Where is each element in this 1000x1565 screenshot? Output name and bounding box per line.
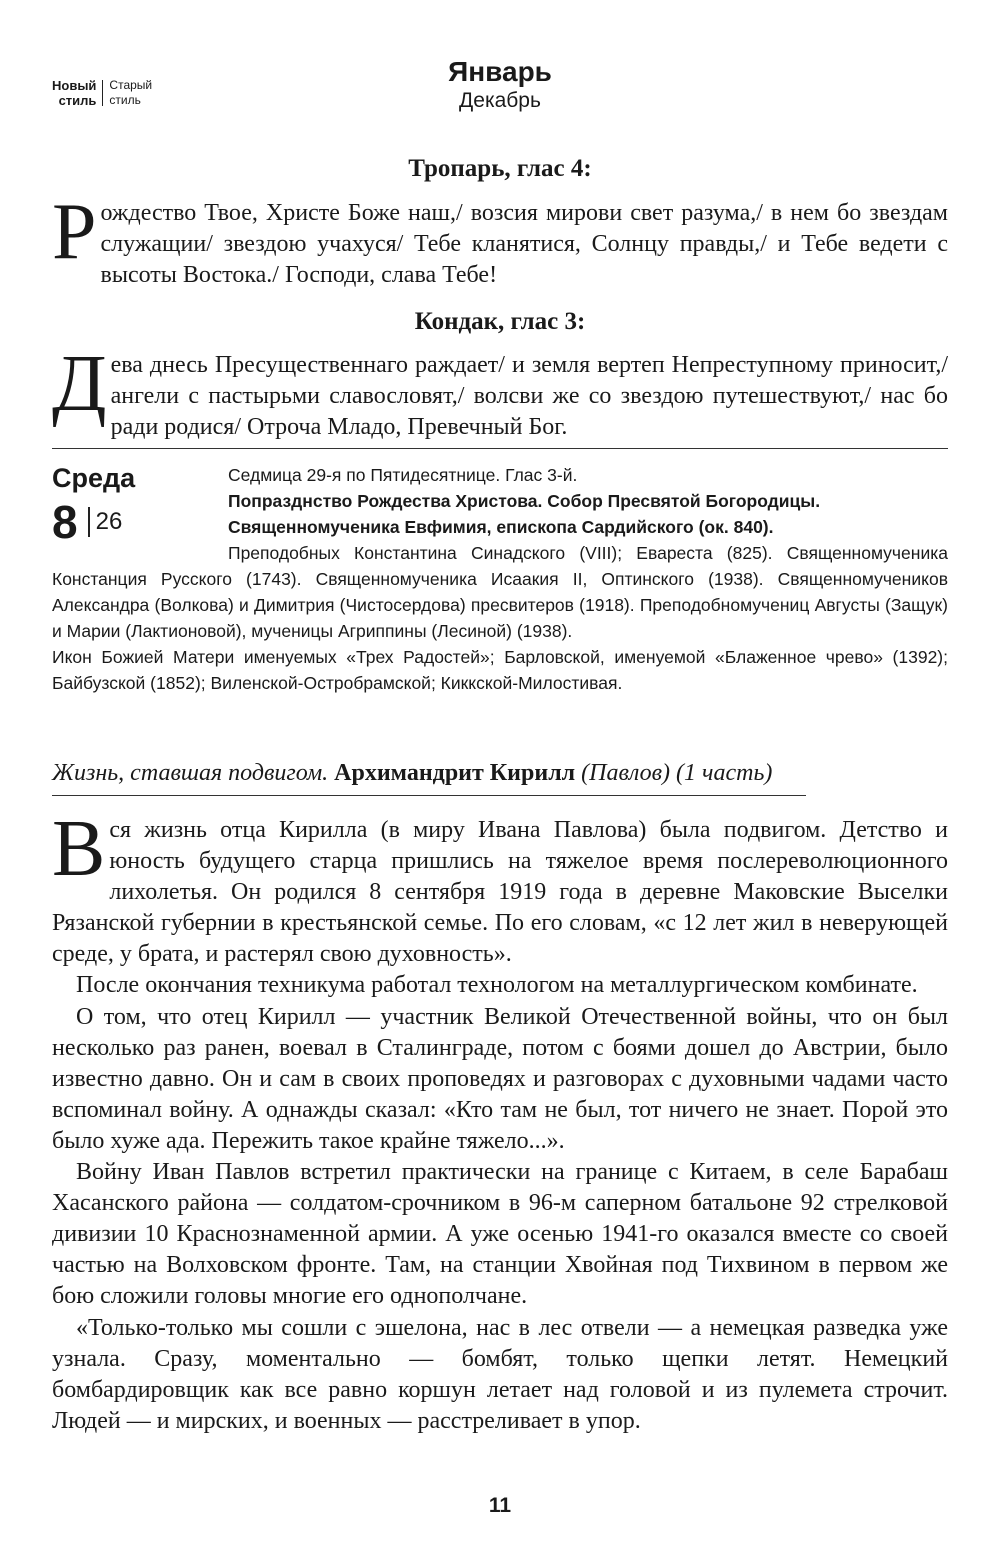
kontakion-text: ева днесь Пресущественнаго раждает/ и земля вертеп Непреступному приносит,/ ангели с пастырьми славословят,/ волсви же со звездою путешествуют,/ нас бо ради родися/ Отроча Младо, Превечный Бог.: [110, 352, 948, 440]
kontakion-dropcap: Д: [52, 340, 107, 428]
troparion-text: ождество Твое, Христе Боже наш,/ возсия мирови свет разума,/ в нем бо звездам служащии/ звездою учахуся/ Тебе кланятися, Солнцу правды,/ и Тебе ведети с высоты Востока./ Господи, слава Тебе!: [100, 200, 948, 288]
article-paragraph-1: [52, 805, 948, 970]
saints-list: Преподобных Константина Синадского (VIII); Евареста (825). Священномученика Констанция Русского (1743). Священномученика Исаакия II, Оптинского (1938). Священномучеников Александра (Волкова) и Димитрия (Чистосердова) пресвитеров (1918). Преподобномучениц Августы (Защук) и Марии (Лактионовой), мученицы Агриппины (Лесиной) (1938).: [52, 543, 948, 641]
article-paragraph-5: «Только-только мы сошли с эшелона, нас в лес отвели — а немецкая разведка уже узнала. Сразу, моментально — бомбят, только щепки летят. Немецкий бомбардировщик как все равно коршун летает над головой и из пулемета строчит. Людей — и мирских, и военных — расстреливает в упор.: [52, 1314, 948, 1434]
old-style-date: 26: [95, 508, 123, 535]
article-paragraph-1-text: ся жизнь отца Кирилла (в миру Ивана Павлова) была подвигом. Детство и юность будущего старца пришлись на тяжелое время послереволюционного лихолетья. Он родился 8 сентября 1919 года в деревне Маковские Выселки Рязанской губернии в крестьянской семье. По его словам, «с 12 лет жил в неверующей среде, у брата, и растерял свою духовность».: [52, 817, 948, 968]
day-date-box: [52, 462, 222, 546]
new-style-line2: стиль: [58, 93, 97, 108]
date-divider: [88, 507, 90, 537]
article-surname: (Павлов): [581, 760, 671, 786]
new-style-line1: Новый: [52, 78, 97, 93]
article-body: [52, 805, 948, 1437]
article-part: (1 часть): [676, 760, 773, 786]
month-header: [0, 56, 1000, 114]
day-block: [52, 462, 948, 696]
article-series: Жизнь, ставшая подвигом.: [52, 760, 329, 786]
old-style-line2: стиль: [109, 93, 141, 107]
month-old-style: Декабрь: [459, 89, 541, 112]
new-style-date: 8: [52, 496, 78, 548]
article-paragraph-3: О том, что отец Кирилл — участник Великой Отечественной войны, что он был несколько раз ранен, воевал в Сталинграде, потом с боями дошел до Австрии, было известно давно. Он и сам в своих проповедях и разговорах с духовными чадами часто вспоминал войну. А однажды сказал: «Кто там не был, тот ничего не знает. Порой это было хуже ада. Пережить такое крайне тяжело...».: [52, 1003, 948, 1154]
troparion-title: Тропарь, глас 4:: [408, 155, 592, 182]
article-paragraph-4: Войну Иван Павлов встретил практически на границе с Китаем, в селе Барабаш Хасанского района — солдатом-срочником в 96-м саперном батальоне 92 стрелковой дивизии 10 Краснознаменной армии. А уже осенью 1941-го оказался вместе со своей частью на Волховском фронте. Там, на станции Хвойная под Тихвином в первом же бою сложили головы многие его однополчане.: [52, 1159, 948, 1310]
week-info: Седмица 29-я по Пятидесятнице. Глас 3-й.: [228, 465, 578, 485]
troparion-dropcap: Р: [52, 188, 97, 276]
kontakion-text-block: [52, 340, 948, 443]
month-new-style: Январь: [448, 56, 552, 87]
page-number: 11: [488, 1494, 512, 1517]
troparion-text-block: [52, 188, 948, 291]
feast-line-1: Попразднство Рождества Христова. Собор Пресвятой Богородицы.: [228, 491, 821, 511]
kontakion-title: Кондак, глас 3:: [414, 308, 586, 335]
article-title-underline: [52, 795, 806, 796]
date-line: [52, 498, 222, 546]
article-person: Архимандрит Кирилл: [334, 760, 576, 786]
weekday: Среда: [52, 463, 136, 493]
old-style-line1: Старый: [109, 78, 153, 92]
section-divider: [52, 448, 948, 449]
article-dropcap: В: [52, 805, 106, 893]
feast-line-2: Священномученика Евфимия, епископа Сардийского (ок. 840).: [228, 517, 774, 537]
icons-list: Икон Божией Матери именуемых «Трех Радостей»; Барловской, именуемой «Блаженное чрево» (1392); Байбузской (1852); Виленской-Остробрамской; Киккской-Милостивая.: [52, 647, 948, 693]
article-title: [52, 757, 948, 789]
article-paragraph-2: После окончания техникума работал технологом на металлургическом комбинате.: [76, 972, 918, 999]
